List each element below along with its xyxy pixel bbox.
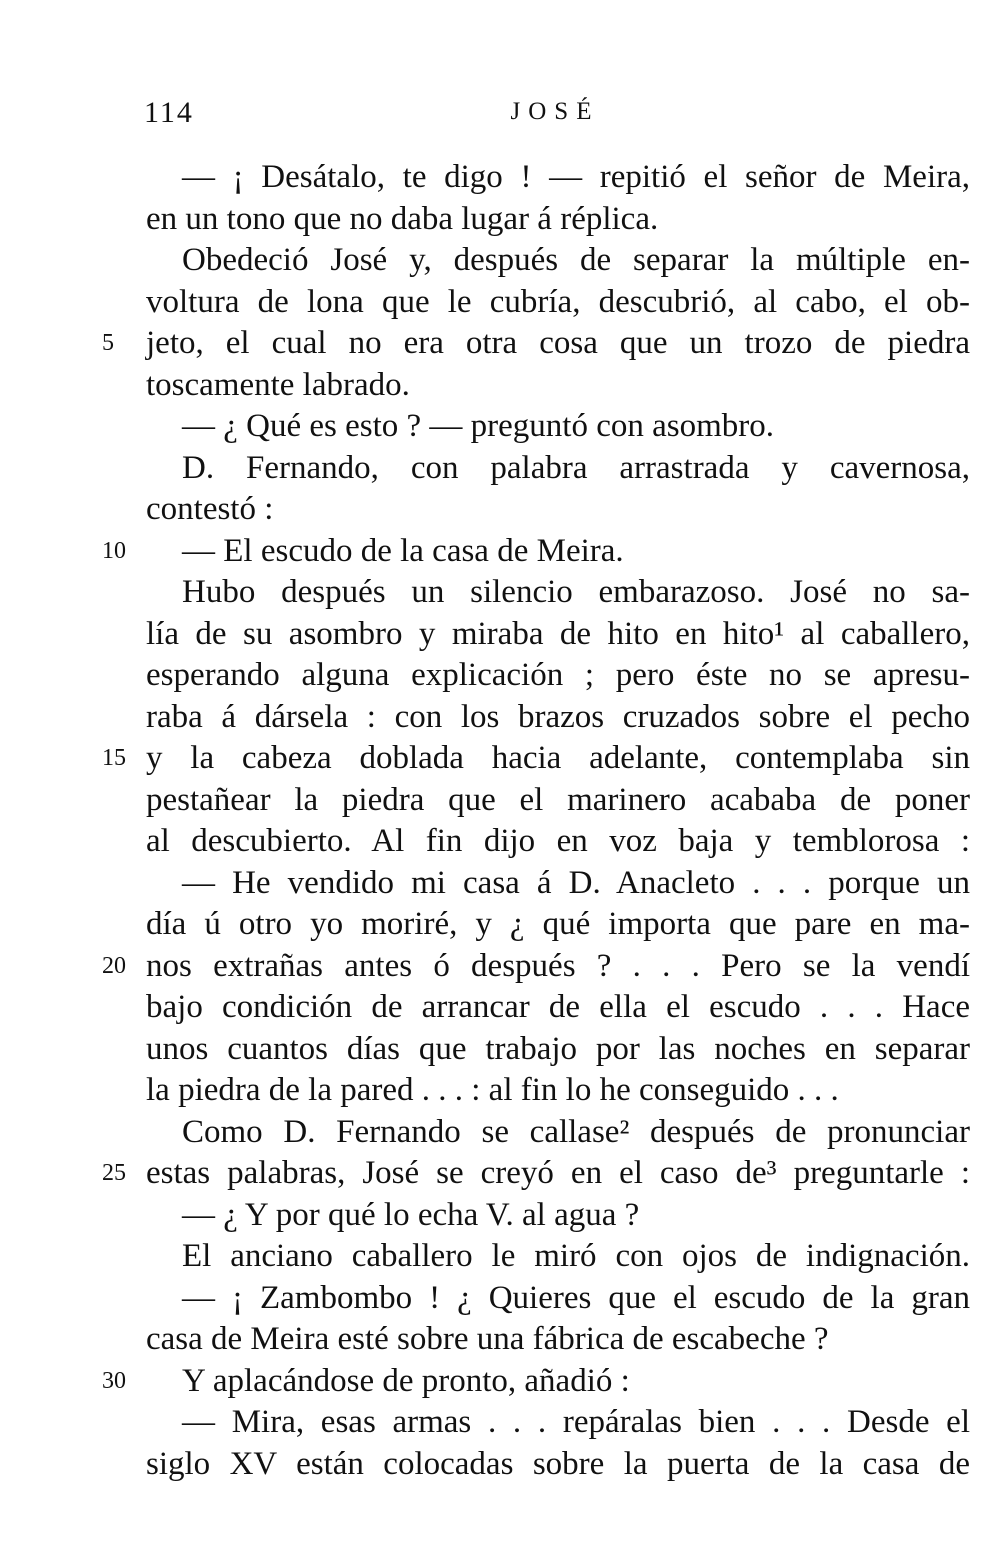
line-number: 5 [102,330,114,356]
text-line [102,738,970,780]
text-line [102,1361,970,1403]
line-number: 25 [102,1160,126,1186]
text-line [146,1278,970,1320]
line-text: raba á dársela : con los brazos cruzados sobre el pecho [146,698,970,735]
text-line [146,821,970,863]
line-text: — El escudo de la casa de Meira. [182,532,624,569]
line-text: estas palabras, José se creyó en el caso de³ preguntarle : [146,1155,970,1191]
text-line [146,614,970,656]
line-text: día ú otro yo moriré, y ¿ qué importa que pare en ma- [146,906,970,942]
text-line [146,1319,970,1361]
line-text: unos cuantos días que trabajo por las noches en separar [146,1030,970,1067]
line-text: lía de su asombro y miraba de hito en hito¹ al caballero, [146,615,970,652]
text-line [146,987,970,1029]
text-line [146,1112,970,1154]
line-number: 15 [102,745,126,771]
line-text: siglo XV están colocadas sobre la puerta de la casa de [146,1445,970,1482]
page-number: 114 [144,96,194,129]
line-text: Como D. Fernando se callase² después de pronunciar [182,1113,970,1150]
line-text: y la cabeza doblada hacia adelante, contemplaba sin [146,740,970,776]
line-text: casa de Meira esté sobre una fábrica de escabeche ? [146,1321,829,1357]
text-line [102,531,970,573]
text-line [146,282,970,324]
running-title: JOSÉ [510,98,600,125]
line-text: al descubierto. Al fin dijo en voz baja y temblorosa : [146,823,970,859]
text-line [102,1153,970,1195]
line-text: — ¿ Qué es esto ? — preguntó con asombro. [182,408,775,444]
line-text: — Mira, esas armas . . . repáralas bien . . . Desde el [182,1404,970,1440]
line-text: D. Fernando, con palabra arrastrada y cavernosa, [182,449,970,486]
line-text: en un tono que no daba lugar á réplica. [146,200,659,237]
line-text: — ¿ Y por qué lo echa V. al agua ? [182,1196,640,1233]
text-line [146,655,970,697]
text-line [146,199,970,241]
text-line [102,946,970,988]
text-line [146,697,970,739]
text-line [146,448,970,490]
text-body [102,157,970,1485]
text-line [146,904,970,946]
text-line [146,365,970,407]
line-text: — ¡ Zambombo ! ¿ Quieres que el escudo de la gran [182,1279,970,1316]
line-text: bajo condición de arrancar de ella el escudo . . . Hace [146,989,970,1025]
text-line [146,863,970,905]
line-text: esperando alguna explicación ; pero éste no se apresu- [146,657,970,693]
text-line [146,1195,970,1237]
line-text: — ¡ Desátalo, te digo ! — repitió el señor de Meira, [182,159,970,195]
text-line [146,1402,970,1444]
text-line [146,1029,970,1071]
line-text: voltura de lona que le cubría, descubrió, al cabo, el ob- [146,283,970,320]
text-line [146,572,970,614]
line-number: 20 [102,952,126,979]
line-number: 10 [102,537,126,564]
line-text: toscamente labrado. [146,366,410,403]
line-text: El anciano caballero le miró con ojos de indignación. [182,1238,970,1274]
text-line [146,1070,970,1112]
text-line [146,157,970,199]
text-line [146,406,970,448]
text-line [102,323,970,365]
line-text: — He vendido mi casa á D. Anacleto . . . porque un [182,864,970,901]
line-text: la piedra de la pared . . . : al fin lo he conseguido . . . [146,1072,839,1108]
line-text: Obedeció José y, después de separar la múltiple en- [182,242,970,278]
text-line [146,1444,970,1486]
line-text: pestañear la piedra que el marinero acababa de poner [146,781,970,818]
text-line [146,489,970,531]
line-text: jeto, el cual no era otra cosa que un trozo de piedra [146,325,970,361]
text-line [146,1236,970,1278]
text-line [146,240,970,282]
line-text: Hubo después un silencio embarazoso. José no sa- [182,574,970,610]
line-text: nos extrañas antes ó después ? . . . Pero se la vendí [146,947,970,984]
page-header [0,96,1000,136]
line-number: 30 [102,1367,126,1394]
text-line [146,780,970,822]
line-text: contestó : [146,491,274,527]
line-text: Y aplacándose de pronto, añadió : [182,1362,630,1399]
